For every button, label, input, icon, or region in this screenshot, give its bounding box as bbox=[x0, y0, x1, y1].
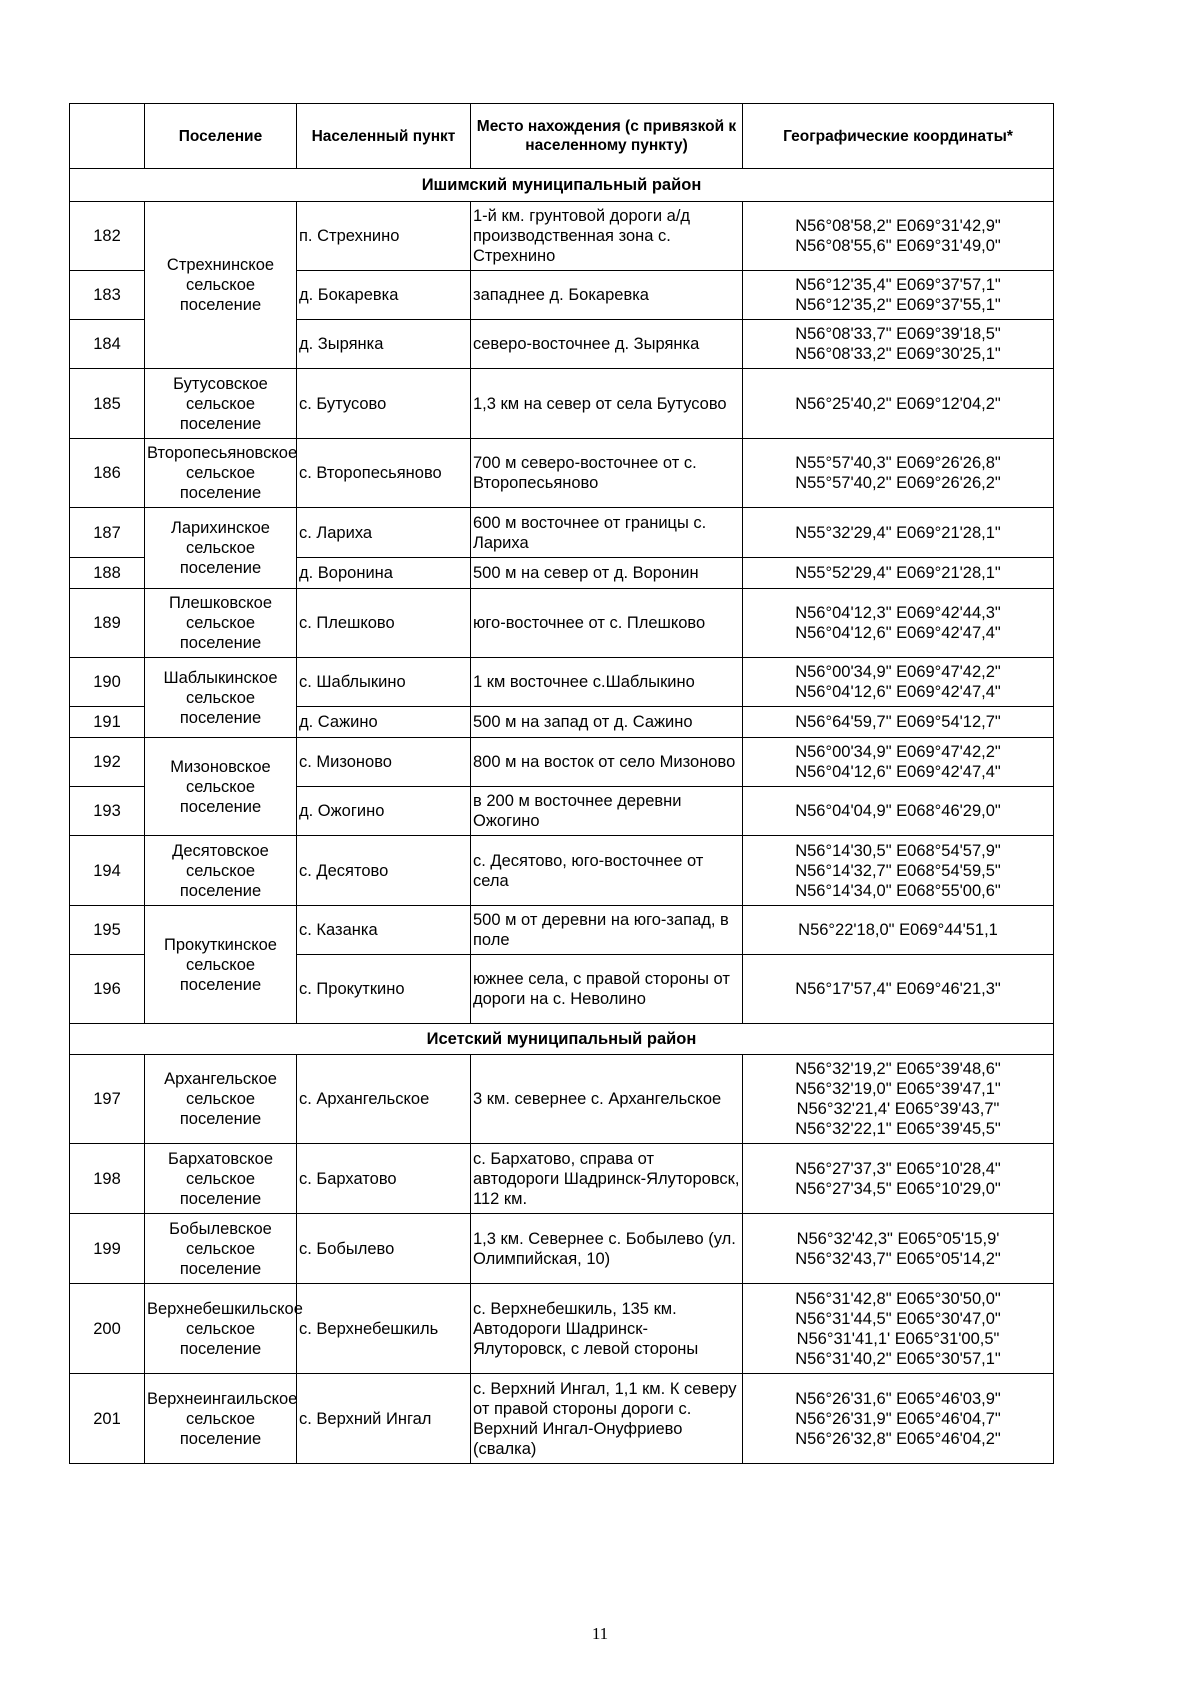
section-title: Ишимский муниципальный район bbox=[70, 169, 1054, 202]
location-cell: 500 м на север от д. Воронин bbox=[471, 558, 743, 589]
row-number: 186 bbox=[70, 439, 145, 508]
settlement-cell: Бархатовское сельское поселение bbox=[145, 1144, 297, 1214]
locality-cell: д. Зырянка bbox=[297, 320, 471, 369]
location-cell: с. Верхнебешкиль, 135 км. Автодороги Шадринск-Ялуторовск, с левой стороны bbox=[471, 1284, 743, 1374]
locality-cell: с. Десятово bbox=[297, 836, 471, 906]
settlement-cell: Шаблыкинское сельское поселение bbox=[145, 658, 297, 738]
row-number: 194 bbox=[70, 836, 145, 906]
row-number: 198 bbox=[70, 1144, 145, 1214]
location-cell: 600 м восточнее от границы с. Лариха bbox=[471, 508, 743, 558]
table-row bbox=[70, 369, 1054, 439]
settlement-cell: Бобылевское сельское поселение bbox=[145, 1214, 297, 1284]
coordinates-cell: N56°00'34,9" E069°47'42,2" N56°04'12,6" E069°42'47,4" bbox=[743, 738, 1054, 787]
settlement-cell: Архангельское сельское поселение bbox=[145, 1055, 297, 1144]
location-cell: 500 м на запад от д. Сажино bbox=[471, 707, 743, 738]
coordinates-cell: N56°26'31,6" E065°46'03,9" N56°26'31,9" E065°46'04,7" N56°26'32,8" E065°46'04,2" bbox=[743, 1374, 1054, 1464]
table-row bbox=[70, 1055, 1054, 1144]
settlement-cell: Прокуткинское сельское поселение bbox=[145, 906, 297, 1024]
row-number: 197 bbox=[70, 1055, 145, 1144]
row-number: 183 bbox=[70, 271, 145, 320]
table-row bbox=[70, 1214, 1054, 1284]
row-number: 191 bbox=[70, 707, 145, 738]
coordinates-cell: N56°31'42,8" E065°30'50,0" N56°31'44,5" E065°30'47,0" N56°31'41,1' E065°31'00,5" N56°31'40,2" E065°30'57,1" bbox=[743, 1284, 1054, 1374]
header-settlement: Поселение bbox=[145, 104, 297, 169]
coordinates-cell: N55°32'29,4" E069°21'28,1" bbox=[743, 508, 1054, 558]
header-locality: Населенный пункт bbox=[297, 104, 471, 169]
table-row bbox=[70, 1374, 1054, 1464]
row-number: 184 bbox=[70, 320, 145, 369]
row-number: 200 bbox=[70, 1284, 145, 1374]
table-row bbox=[70, 1144, 1054, 1214]
header-location: Место нахождения (с привязкой к населенному пункту) bbox=[471, 104, 743, 169]
settlement-cell: Стрехнинское сельское поселение bbox=[145, 202, 297, 369]
table-row bbox=[70, 508, 1054, 558]
row-number: 185 bbox=[70, 369, 145, 439]
locality-cell: с. Верхнебешкиль bbox=[297, 1284, 471, 1374]
coordinates-cell: N55°52'29,4" E069°21'28,1" bbox=[743, 558, 1054, 589]
table-row bbox=[70, 738, 1054, 787]
row-number: 189 bbox=[70, 589, 145, 658]
row-number: 192 bbox=[70, 738, 145, 787]
header-number bbox=[70, 104, 145, 169]
locality-cell: с. Бутусово bbox=[297, 369, 471, 439]
row-number: 190 bbox=[70, 658, 145, 707]
row-number: 182 bbox=[70, 202, 145, 271]
location-cell: 800 м на восток от село Мизоново bbox=[471, 738, 743, 787]
coordinates-cell: N56°32'19,2" E065°39'48,6" N56°32'19,0" E065°39'47,1" N56°32'21,4' E065°39'43,7" N56°32'22,1" E065°39'45,5" bbox=[743, 1055, 1054, 1144]
locality-cell: с. Мизоново bbox=[297, 738, 471, 787]
row-number: 196 bbox=[70, 955, 145, 1024]
table-row bbox=[70, 1284, 1054, 1374]
locality-cell: с. Прокуткино bbox=[297, 955, 471, 1024]
locality-cell: д. Сажино bbox=[297, 707, 471, 738]
location-cell: 1 км восточнее с.Шаблыкино bbox=[471, 658, 743, 707]
coordinates-cell: N55°57'40,3" E069°26'26,8" N55°57'40,2" E069°26'26,2" bbox=[743, 439, 1054, 508]
section-row bbox=[70, 1024, 1054, 1055]
location-cell: 700 м северо-восточнее от с. Второпесьяново bbox=[471, 439, 743, 508]
settlement-cell: Бутусовское сельское поселение bbox=[145, 369, 297, 439]
locality-cell: с. Верхний Ингал bbox=[297, 1374, 471, 1464]
coordinates-cell: N56°64'59,7" E069°54'12,7" bbox=[743, 707, 1054, 738]
coordinates-cell: N56°08'58,2" E069°31'42,9" N56°08'55,6" E069°31'49,0" bbox=[743, 202, 1054, 271]
locality-cell: с. Казанка bbox=[297, 906, 471, 955]
coordinates-cell: N56°32'42,3" E065°05'15,9' N56°32'43,7" E065°05'14,2" bbox=[743, 1214, 1054, 1284]
row-number: 201 bbox=[70, 1374, 145, 1464]
table-row bbox=[70, 906, 1054, 955]
coordinates-cell: N56°14'30,5" E068°54'57,9" N56°14'32,7" E068°54'59,5" N56°14'34,0" E068°55'00,6" bbox=[743, 836, 1054, 906]
location-cell: западнее д. Бокаревка bbox=[471, 271, 743, 320]
coordinates-cell: N56°22'18,0" E069°44'51,1 bbox=[743, 906, 1054, 955]
location-cell: 1-й км. грунтовой дороги а/д производственная зона с. Стрехнино bbox=[471, 202, 743, 271]
location-cell: в 200 м восточнее деревни Ожогино bbox=[471, 787, 743, 836]
coordinates-cell: N56°00'34,9" E069°47'42,2" N56°04'12,6" E069°42'47,4" bbox=[743, 658, 1054, 707]
row-number: 195 bbox=[70, 906, 145, 955]
locality-cell: с. Архангельское bbox=[297, 1055, 471, 1144]
table-row bbox=[70, 202, 1054, 271]
page-number: 11 bbox=[591, 1624, 609, 1643]
coordinates-cell: N56°12'35,4" E069°37'57,1" N56°12'35,2" E069°37'55,1" bbox=[743, 271, 1054, 320]
location-cell: южнее села, с правой стороны от дороги на с. Неволино bbox=[471, 955, 743, 1024]
table-row bbox=[70, 836, 1054, 906]
coordinates-cell: N56°08'33,7" E069°39'18,5" N56°08'33,2" E069°30'25,1" bbox=[743, 320, 1054, 369]
location-cell: 3 км. севернее с. Архангельское bbox=[471, 1055, 743, 1144]
locality-cell: д. Воронина bbox=[297, 558, 471, 589]
locality-cell: с. Второпесьяново bbox=[297, 439, 471, 508]
settlement-cell: Второпесьяновское сельское поселение bbox=[145, 439, 297, 508]
location-cell: с. Бархатово, справа от автодороги Шадринск-Ялуторовск, 112 км. bbox=[471, 1144, 743, 1214]
settlement-cell: Верхнебешкильское сельское поселение bbox=[145, 1284, 297, 1374]
location-cell: 500 м от деревни на юго-запад, в поле bbox=[471, 906, 743, 955]
coordinates-cell: N56°04'04,9" E068°46'29,0" bbox=[743, 787, 1054, 836]
settlement-cell: Плешковское сельское поселение bbox=[145, 589, 297, 658]
coordinates-cell: N56°25'40,2" E069°12'04,2" bbox=[743, 369, 1054, 439]
row-number: 199 bbox=[70, 1214, 145, 1284]
settlement-cell: Ларихинское сельское поселение bbox=[145, 508, 297, 589]
header-coordinates: Географические координаты* bbox=[743, 104, 1054, 169]
location-cell: северо-восточнее д. Зырянка bbox=[471, 320, 743, 369]
table-header-row bbox=[70, 104, 1054, 169]
locality-cell: д. Ожогино bbox=[297, 787, 471, 836]
locality-cell: д. Бокаревка bbox=[297, 271, 471, 320]
table-row bbox=[70, 439, 1054, 508]
location-cell: 1,3 км. Севернее с. Бобылево (ул. Олимпийская, 10) bbox=[471, 1214, 743, 1284]
locality-cell: с. Бобылево bbox=[297, 1214, 471, 1284]
location-cell: с. Десятово, юго-восточнее от села bbox=[471, 836, 743, 906]
row-number: 193 bbox=[70, 787, 145, 836]
coordinates-cell: N56°04'12,3" E069°42'44,3" N56°04'12,6" E069°42'47,4" bbox=[743, 589, 1054, 658]
locality-cell: п. Стрехнино bbox=[297, 202, 471, 271]
row-number: 188 bbox=[70, 558, 145, 589]
settlement-cell: Десятовское сельское поселение bbox=[145, 836, 297, 906]
locality-cell: с. Плешково bbox=[297, 589, 471, 658]
coordinates-table bbox=[69, 103, 1054, 1464]
row-number: 187 bbox=[70, 508, 145, 558]
coordinates-cell: N56°27'37,3" E065°10'28,4" N56°27'34,5" E065°10'29,0" bbox=[743, 1144, 1054, 1214]
table-row bbox=[70, 589, 1054, 658]
settlement-cell: Мизоновское сельское поселение bbox=[145, 738, 297, 836]
location-cell: 1,3 км на север от села Бутусово bbox=[471, 369, 743, 439]
table-row bbox=[70, 658, 1054, 707]
section-title: Исетский муниципальный район bbox=[70, 1024, 1054, 1055]
locality-cell: с. Бархатово bbox=[297, 1144, 471, 1214]
locality-cell: с. Лариха bbox=[297, 508, 471, 558]
settlement-cell: Верхнеингаильское сельское поселение bbox=[145, 1374, 297, 1464]
location-cell: юго-восточнее от с. Плешково bbox=[471, 589, 743, 658]
section-row bbox=[70, 169, 1054, 202]
coordinates-cell: N56°17'57,4" E069°46'21,3" bbox=[743, 955, 1054, 1024]
locality-cell: с. Шаблыкино bbox=[297, 658, 471, 707]
location-cell: с. Верхний Ингал, 1,1 км. К северу от правой стороны дороги с. Верхний Ингал-Онуфриево (свалка) bbox=[471, 1374, 743, 1464]
